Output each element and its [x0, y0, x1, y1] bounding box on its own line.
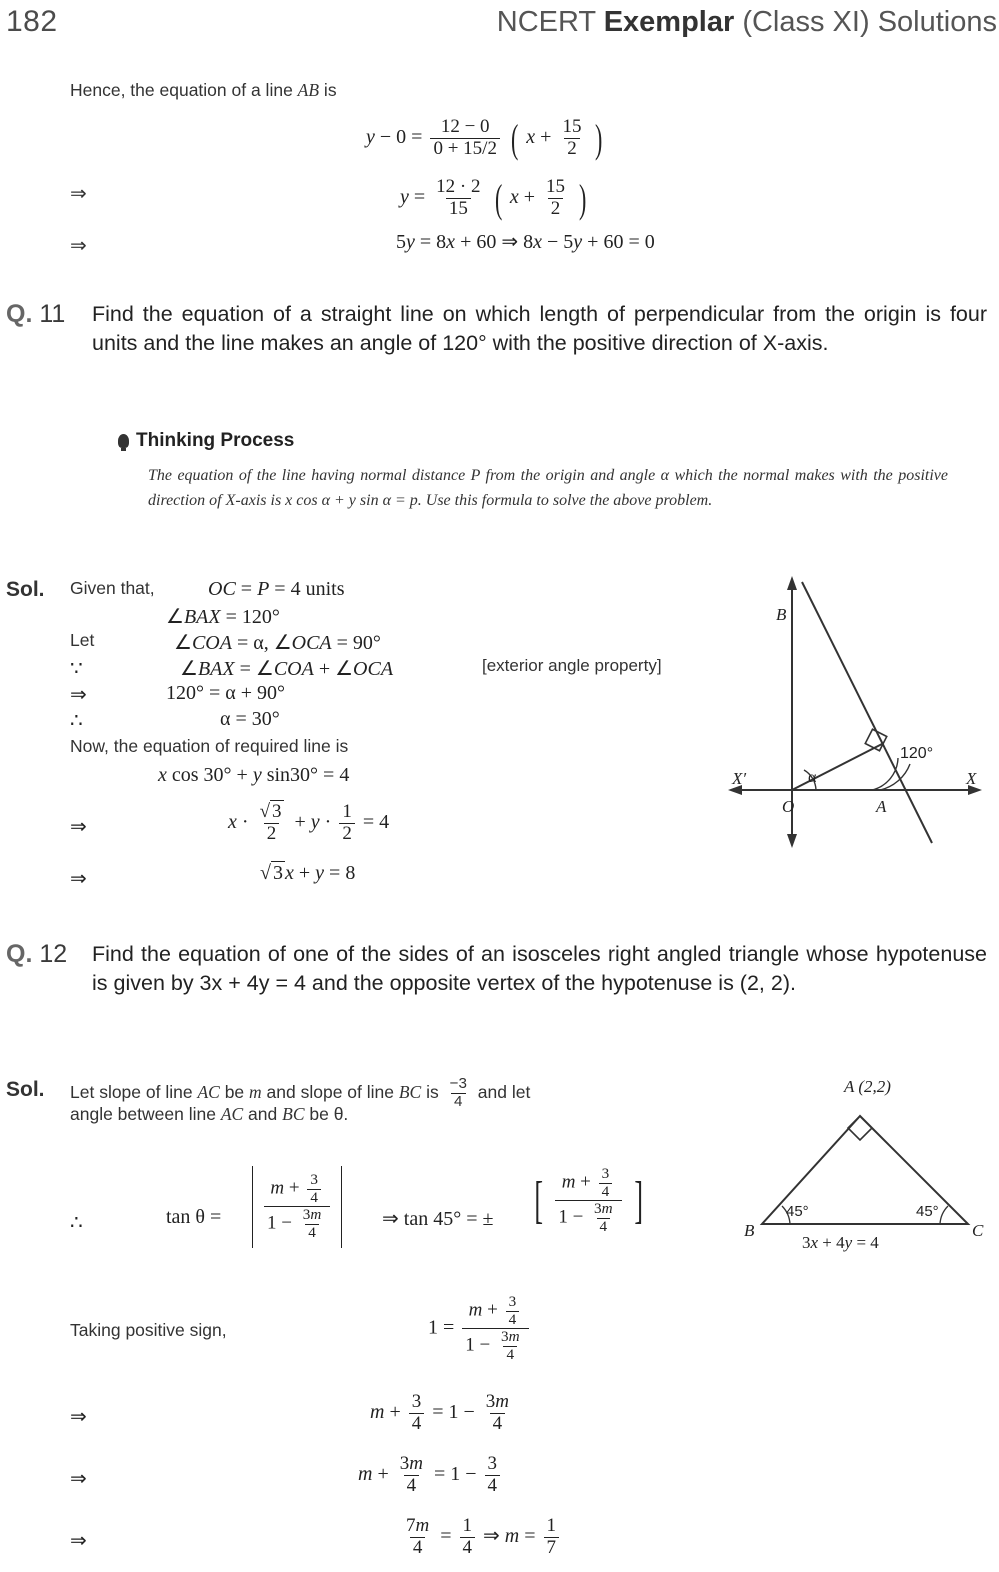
top-equation-1: y − 0 = $\frac{12 - 0}{0 + 15/2}$ ( x + $\frac{15}{2}$ ) — [366, 116, 603, 162]
sol12-equation-2: ⇒ m + $\frac{3}{4}$ = 1 − $\frac{3m}{4}$ — [70, 1391, 510, 1434]
svg-text:A (2,2): A (2,2) — [844, 1077, 891, 1096]
sol12-equation-3: ⇒ m + $\frac{3m}{4}$ = 1 − $\frac{3}{4}$ — [70, 1448, 999, 1510]
question-12 — [6, 940, 996, 998]
sol11-line-5: ⇒ 120° = α + 90° — [70, 682, 286, 706]
implies-symbol: ⇒ — [70, 183, 87, 206]
header-title — [497, 6, 997, 39]
header-title-class: (Class XI) — [742, 5, 870, 38]
sol11-equation-b: ⇒ x · $\frac{√ 3}{2}$ + y · $\frac{1}{2}$ = 4 — [70, 801, 390, 844]
top-equation-2: ⇒ y = $\frac{12 \cdot 2}{15}$ ( x + $\frac{15}{2}$ ) — [70, 176, 587, 222]
implies-symbol: ⇒ — [70, 235, 87, 258]
sol12-taking-positive: Taking positive sign, — [70, 1320, 227, 1340]
svg-text:α: α — [808, 769, 817, 786]
svg-text:3x + 4y = 4: 3x + 4y = 4 — [802, 1233, 879, 1252]
sol11-equation-a: x cos 30° + y sin30° = 4 — [158, 764, 350, 786]
question-11-label — [6, 300, 92, 329]
sol12-intro-2: angle between line AC and BC be θ. — [70, 1104, 349, 1124]
top-block — [70, 78, 970, 271]
question-prefix: Q. — [6, 300, 33, 328]
top-equation-3: ⇒ 5y = 8x + 60 ⇒ 8x − 5y + 60 = 0 — [70, 231, 655, 258]
sol11-line-1: Given that, OC = P = 4 units — [70, 578, 345, 600]
svg-text:45°: 45° — [916, 1203, 939, 1220]
thinking-process-title — [118, 430, 968, 452]
question-11 — [6, 300, 996, 358]
sol12-equation-4: ⇒ $\frac{7m}{4}$ = $\frac{1}{4}$ ⇒ m = $\frac{1}{7}$ — [70, 1510, 999, 1572]
question-number: 12 — [39, 940, 68, 968]
sol11-line-4: ∵ ∠BAX = ∠COA + ∠OCA [exterior angle property] — [70, 656, 662, 680]
thinking-process-label: Thinking Process — [136, 430, 295, 451]
solution-12-label: Sol. — [6, 1078, 45, 1101]
page-number: 182 — [6, 5, 58, 38]
solution-11-body — [70, 578, 710, 902]
sol11-line-6: ∴ α = 30° — [70, 708, 280, 732]
header-title-main: NCERT — [496, 5, 596, 38]
sol11-line-3: Let ∠COA = α, ∠OCA = 90° — [70, 630, 381, 654]
svg-text:X: X — [966, 769, 977, 788]
svg-text:B: B — [744, 1221, 755, 1240]
question-11-text: Find the equation of a straight line on which length of perpendicular from the origin is four units and the line makes an angle of 120° with the positive direction of X-axis. — [92, 302, 987, 356]
question-number: 11 — [39, 300, 66, 328]
sol12-intro-1: Let slope of line AC be m and slope of line BC is $\frac{-3}{4}$ and let — [70, 1075, 531, 1110]
thinking-process-body: The equation of the line having normal distance P from the origin and angle α which the normal makes with the positive direction of X-axis is x cos α + y sin α = p. Use this formula to solve the above problem. — [148, 467, 948, 509]
figure-q12 — [740, 1068, 990, 1298]
svg-text:45°: 45° — [786, 1203, 809, 1220]
figure-q11 — [720, 568, 990, 858]
page-header — [0, 0, 999, 44]
svg-text:C: C — [972, 1221, 984, 1240]
solution-11-label: Sol. — [6, 578, 45, 601]
sol11-line-2: ∠BAX = 120° — [166, 606, 280, 628]
question-prefix: Q. — [6, 940, 33, 968]
question-12-text: Find the equation of one of the sides of an isosceles right angled triangle whose hypotenuse is given by 3x + 4y = 4 and the opposite vertex of the hypotenuse is (2, 2). — [92, 942, 987, 996]
solution-12-body — [70, 1076, 750, 1572]
sol11-now-line: Now, the equation of required line is — [70, 736, 349, 756]
sol11-equation-c: ⇒ √ 3 x + y = 8 — [70, 862, 356, 890]
bulb-icon — [118, 434, 129, 448]
sol12-taking-positive-row: Taking positive sign, 1 = m + $\frac{3}{4}$ 1 − $\frac{3m}{4}$ — [70, 1282, 999, 1386]
header-title-bold: Exemplar — [603, 5, 735, 38]
thinking-process-block — [118, 430, 968, 514]
question-12-label — [6, 940, 92, 969]
svg-text:X′: X′ — [732, 769, 747, 788]
svg-text:O: O — [782, 797, 795, 816]
header-title-tail: Solutions — [877, 5, 997, 38]
top-lead-line: Hence, the equation of a line AB is — [70, 80, 337, 100]
svg-text:120°: 120° — [900, 745, 934, 762]
svg-text:B: B — [776, 605, 787, 624]
sol12-equation-tan: ∴ tan θ = m + $\frac{3}{4}$ 1 − $\frac{3m}{4}$ ⇒ tan 45° = ± [ m + $\frac{3}{4}$ 1 − $\frac{3m}{4}$ ] — [70, 1152, 999, 1282]
svg-text:A: A — [876, 797, 887, 816]
